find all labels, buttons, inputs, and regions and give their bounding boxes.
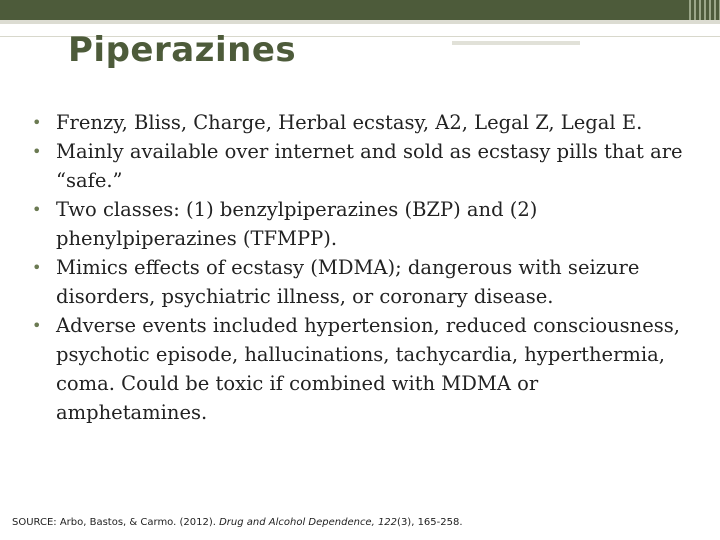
source-citation: [12, 517, 463, 528]
source-journal: Drug and Alcohol Dependence, 122: [219, 517, 398, 528]
bullet-text: Mainly available over internet and sold as ecstasy pills that are “safe.”: [56, 140, 683, 192]
bullet-text: Mimics effects of ecstasy (MDMA); dangerous with seizure disorders, psychiatric illness, or coronary disease.: [56, 256, 640, 308]
bullet-item: [30, 137, 690, 195]
header-bar: [0, 0, 720, 20]
bullet-text: Two classes: (1) benzylpiperazines (BZP) and (2) phenylpiperazines (TFMPP).: [56, 198, 538, 250]
bullet-list: [30, 108, 690, 427]
bullet-item: [30, 253, 690, 311]
header-stripes: [686, 0, 720, 20]
bullet-item: [30, 195, 690, 253]
slide-title: Piperazines: [68, 30, 297, 70]
title-rule-accent: [452, 41, 580, 45]
bullet-text: Adverse events included hypertension, reduced consciousness, psychotic episode, hallucinations, tachycardia, hyperthermia, coma. Could be toxic if combined with MDMA or amphetamines.: [56, 314, 680, 424]
bullet-icon: •: [32, 142, 42, 161]
bullet-icon: •: [32, 258, 42, 277]
bullet-item: [30, 108, 690, 137]
bullet-text: Frenzy, Bliss, Charge, Herbal ecstasy, A2, Legal Z, Legal E.: [56, 111, 643, 134]
bullet-icon: •: [32, 113, 42, 132]
bullet-icon: •: [32, 200, 42, 219]
source-suffix: (3), 165-258.: [397, 517, 463, 528]
bullet-icon: •: [32, 316, 42, 335]
source-prefix: SOURCE: Arbo, Bastos, & Carmo. (2012).: [12, 517, 220, 528]
bullet-item: [30, 311, 690, 427]
